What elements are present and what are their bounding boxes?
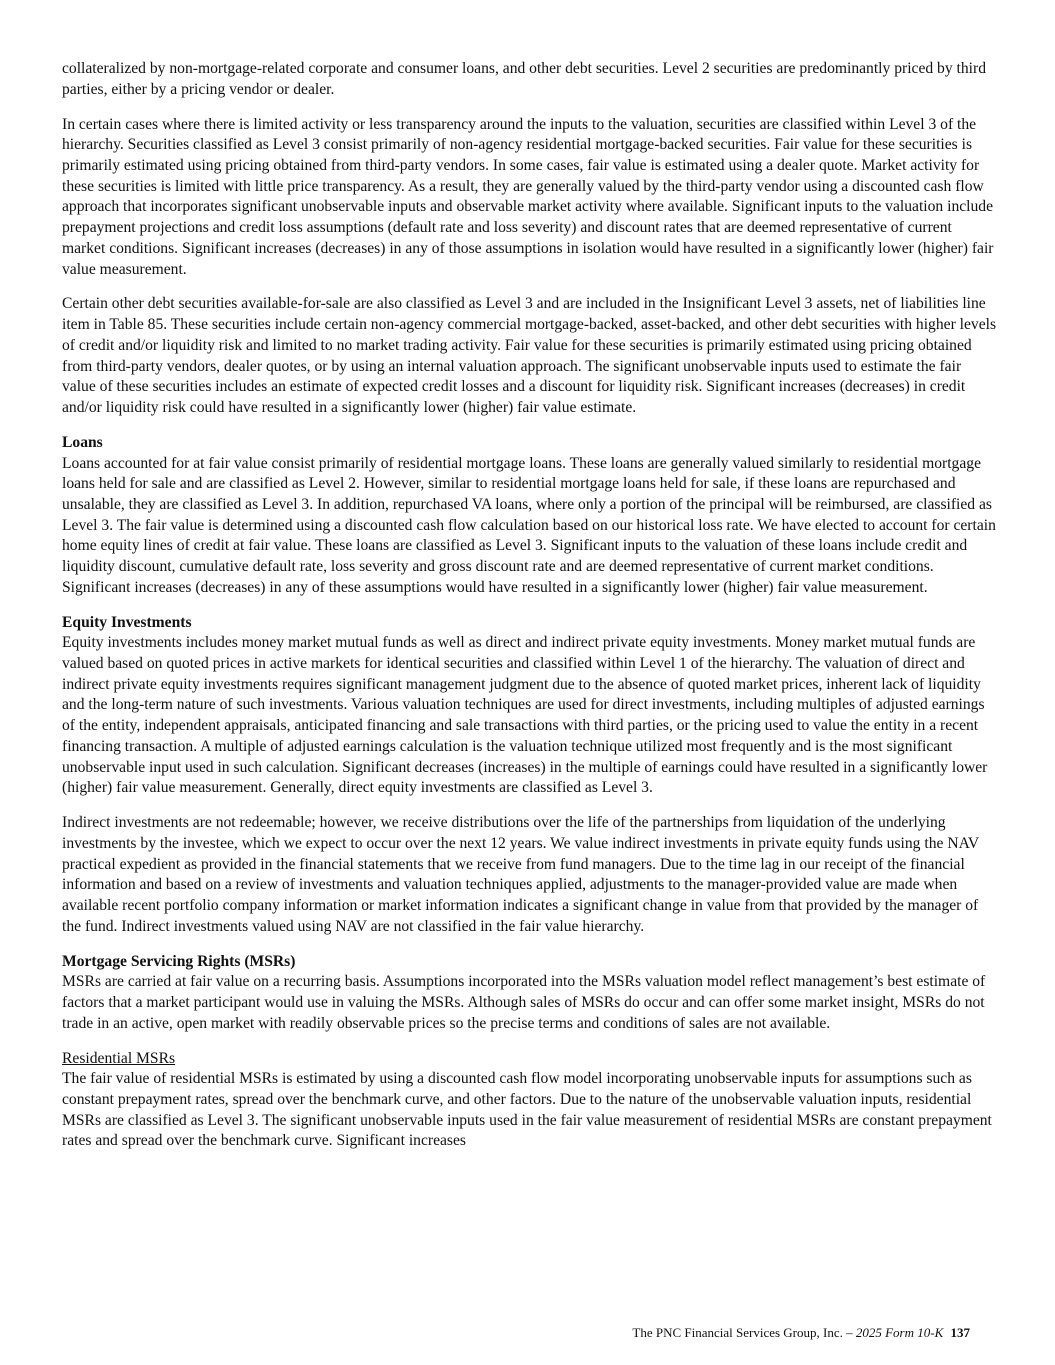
section-text-msrs: MSRs are carried at fair value on a recurring basis. Assumptions incorporated into the MSRs valuation model reflect management’s best estimate of factors that a market participant would use in valuing the MSRs. Although sales of MSRs do occur and can offer some market insight, MSRs do not trade in an active, open market with readily observable prices so the precise terms and conditions of sales are not available. (62, 973, 986, 1032)
section-heading-equity-investments: Equity Investments (62, 613, 192, 631)
section-heading-msrs: Mortgage Servicing Rights (MSRs) (62, 952, 296, 970)
page-footer (632, 1325, 970, 1341)
footer-form: 2025 Form 10-K (855, 1325, 944, 1340)
page-number: 137 (950, 1325, 970, 1340)
section-heading-loans: Loans (62, 433, 103, 451)
section-text-equity-investments: Equity investments includes money market mutual funds as well as direct and indirect private equity investments. Money market mutual funds are valued based on quoted prices in active markets for identical securities and classified within Level 1 of the hierarchy. The valuation of direct and indirect private equity investments requires significant management judgment due to the absence of quoted market prices, inherent lack of liquidity and the long-term nature of such investments. Various valuation techniques are used for direct investments, including multiples of adjusted earnings of the entity, independent appraisals, anticipated financing and sale transactions with third parties, or the pricing used to value the entity in a recent financing transaction. A multiple of adjusted earnings calculation is the valuation technique utilized most frequently and is the most significant unobservable input used in such calculation. Significant decreases (increases) in the multiple of earnings could have resulted in a significantly lower (higher) fair value measurement. Generally, direct equity investments are classified as Level 3. (62, 634, 988, 797)
paragraph-other-debt-securities: Certain other debt securities available-for-sale are also classified as Level 3 and are included in the Insignificant Level 3 assets, net of liabilities line item in Table 85. These securities include certain non-agency commercial mortgage-backed, asset-backed, and other debt securities with higher levels of credit and/or liquidity risk and limited to no market trading activity. Fair value for these securities is primarily estimated using pricing obtained from third-party vendors, dealer quotes, or by using an internal valuation approach. The significant unobservable inputs used to estimate the fair value of these securities includes an estimate of expected credit losses and a discount for liquidity risk. Significant increases (decreases) in credit and/or liquidity risk could have resulted in a significantly lower (higher) fair value estimate. (62, 295, 997, 416)
paragraph-level3-securities: In certain cases where there is limited activity or less transparency around the inputs to the valuation, securities are classified within Level 3 of the hierarchy. Securities classified as Level 3 consist primarily of non-agency residential mortgage-backed securities. Fair value for these securities is primarily estimated using pricing obtained from third-party vendors. In some cases, fair value is estimated using a dealer quote. Market activity for these securities is limited with little price transparency. As a result, they are generally valued by the third-party vendor using a discounted cash flow approach that incorporates significant unobservable inputs and observable market activity where available. Significant inputs to the valuation include prepayment projections and credit loss assumptions (default rate and loss severity) and discount rates that are deemed representative of current market conditions. Significant increases (decreases) in any of those assumptions in isolation would have resulted in a significantly lower (higher) fair value measurement. (62, 115, 994, 278)
subsection-heading-residential-msrs: Residential MSRs (62, 1049, 176, 1067)
paragraph-level2-continued: collateralized by non-mortgage-related corporate and consumer loans, and other debt securities. Level 2 securities are predominantly priced by third parties, either by a pricing vendor or dealer. (62, 60, 987, 98)
section-equity-investments (62, 613, 998, 799)
document-page (62, 59, 998, 1166)
subsection-text-residential-msrs: The fair value of residential MSRs is estimated by using a discounted cash flow model incorporating unobservable inputs for assumptions such as constant prepayment rates, spread over the benchmark curve, and other factors. Due to the nature of the unobservable valuation inputs, residential MSRs are classified as Level 3. The significant unobservable inputs used in the fair value measurement of residential MSRs are constant prepayment rates and spread over the benchmark curve. Significant increases (62, 1070, 992, 1150)
footer-company: The PNC Financial Services Group, Inc. – (632, 1325, 853, 1340)
subsection-residential-msrs (62, 1049, 998, 1153)
section-msrs (62, 952, 998, 1035)
section-loans (62, 433, 998, 599)
paragraph-indirect-investments: Indirect investments are not redeemable; however, we receive distributions over the life of the partnerships from liquidation of the underlying investments by the investee, which we expect to occur over the next 12 years. We value indirect investments in private equity funds using the NAV practical expedient as provided in the financial statements that we receive from fund managers. Due to the time lag in our receipt of the financial information and based on a review of investments and valuation techniques applied, adjustments to the manager-provided value are made when available recent portfolio company information or market information indicates a significant change in value from that provided by the manager of the fund. Indirect investments valued using NAV are not classified in the fair value hierarchy. (62, 814, 979, 935)
section-text-loans: Loans accounted for at fair value consist primarily of residential mortgage loans. These loans are generally valued similarly to residential mortgage loans held for sale and are classified as Level 2. However, similar to residential mortgage loans held for sale, if these loans are repurchased and unsalable, they are classified as Level 3. In addition, repurchased VA loans, where only a portion of the principal will be reimbursed, are classified as Level 3. The fair value is determined using a discounted cash flow calculation based on our historical loss rate. We have elected to account for certain home equity lines of credit at fair value. These loans are classified as Level 3. Significant inputs to the valuation of these loans include credit and liquidity discount, cumulative default rate, loss severity and gross discount rate and are deemed representative of current market conditions. Significant increases (decreases) in any of these assumptions would have resulted in a significantly lower (higher) fair value measurement. (62, 454, 996, 596)
